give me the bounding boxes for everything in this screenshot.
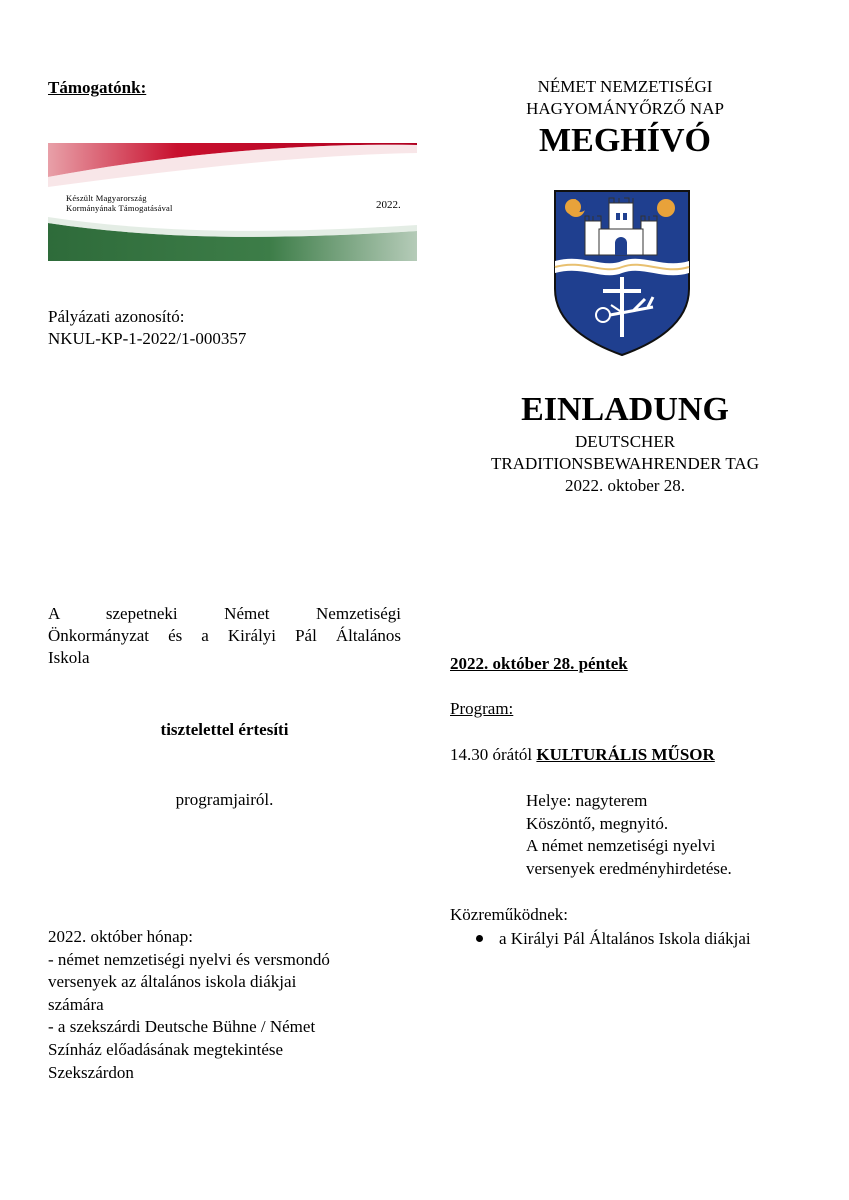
hu-subtitle: [440, 76, 810, 120]
de-subtitle-line2: TRADITIONSBEWAHRENDER TAG: [491, 454, 759, 473]
program-title: KULTURÁLIS MŰSOR: [536, 745, 715, 764]
venue-line: Köszöntő, megnyitó.: [526, 813, 669, 833]
october-line: - német nemzetiségi nyelvi és versmondó: [48, 949, 330, 969]
banner-caption-line1: Készült Magyarország: [66, 193, 147, 203]
programs-text: programjairól.: [175, 790, 274, 809]
venue-details: [526, 790, 732, 880]
program-line: [450, 744, 715, 766]
october-line: Szekszárdon: [48, 1062, 134, 1082]
october-line: - a szekszárdi Deutsche Bühne / Német: [48, 1017, 316, 1037]
october-line: Színház előadásának megtekintése: [48, 1039, 284, 1059]
contributor-text: a Királyi Pál Általános Iskola diákjai: [499, 929, 751, 948]
intro-line: Önkormányzat és a Királyi Pál Általános: [48, 626, 401, 645]
tender-id: NKUL-KP-1-2022/1-000357: [48, 329, 247, 348]
october-line: számára: [48, 994, 104, 1014]
banner-caption-line2: Kormányának Támogatásával: [66, 203, 173, 213]
tender-label: Pályázati azonosító:: [48, 307, 185, 326]
contributor-list-item: [476, 928, 751, 950]
title-einladung: EINLADUNG: [521, 391, 729, 428]
banner-year: 2022.: [376, 199, 401, 211]
banner-caption: [66, 193, 173, 213]
venue-line: Helye: nagyterem: [526, 791, 648, 810]
intro-paragraph: [48, 603, 401, 669]
intro-line: A szepetneki Német Nemzetiségi: [48, 604, 401, 623]
supporter-heading: Támogatónk:: [48, 78, 147, 97]
event-date: 2022. október 28. péntek: [450, 654, 628, 673]
coat-of-arms-shield-icon: [553, 189, 691, 357]
october-line: 2022. október hónap:: [48, 927, 193, 946]
intro-line: Iskola: [48, 648, 90, 667]
october-line: versenyek az általános iskola diákjai: [48, 972, 297, 992]
title-meghivo: MEGHÍVÓ: [539, 122, 711, 159]
venue-line: versenyek eredményhirdetése.: [526, 858, 732, 878]
bullet-icon: [476, 935, 483, 942]
october-program-list: [48, 926, 418, 1084]
venue-line: A német nemzetiségi nyelvi: [526, 836, 716, 855]
hu-subtitle-line1: NÉMET NEMZETISÉGI: [537, 77, 713, 96]
program-label: Program:: [450, 699, 514, 718]
de-subtitle: [440, 431, 810, 497]
sponsor-banner: [48, 143, 417, 261]
coat-of-arms: [553, 189, 691, 357]
de-subtitle-date: 2022. oktober 28.: [565, 476, 685, 495]
hu-subtitle-line2: HAGYOMÁNYŐRZŐ NAP: [526, 99, 724, 118]
de-subtitle-line1: DEUTSCHER: [574, 432, 676, 451]
notify-text: tisztelettel értesíti: [160, 720, 289, 739]
contributors-label: Közreműködnek:: [450, 905, 569, 924]
program-time: 14.30 órától: [450, 745, 533, 764]
